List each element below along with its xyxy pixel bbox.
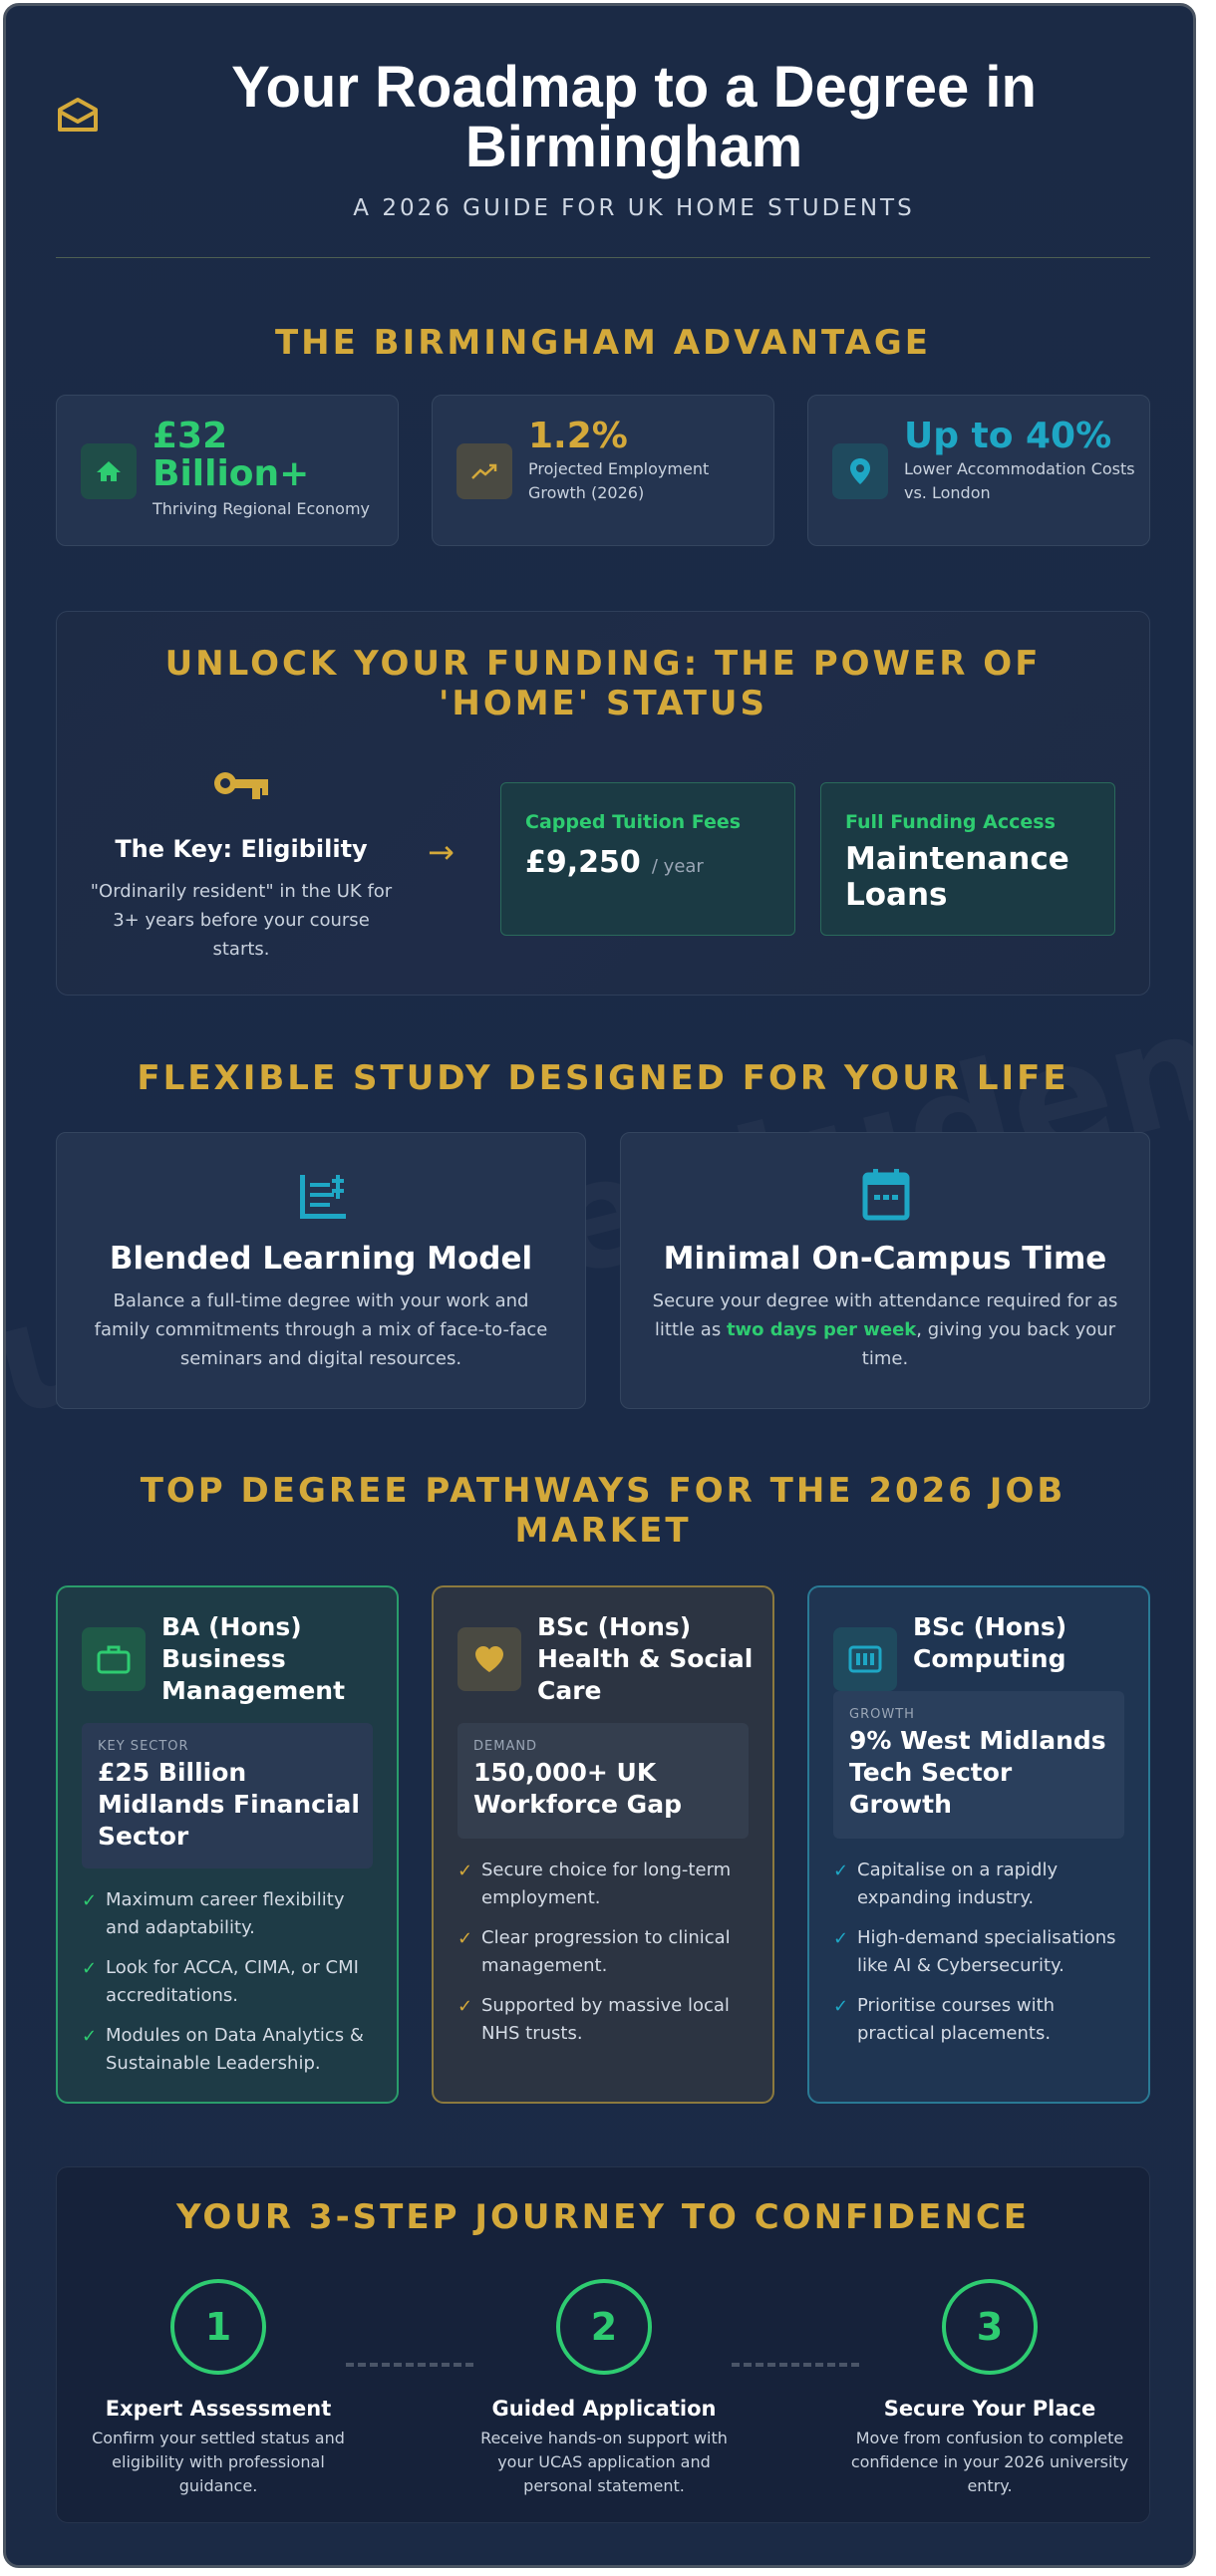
check-icon: ✓	[82, 2026, 98, 2047]
list-item	[833, 1992, 1128, 2048]
list-item-text: Look for ACCA, CIMA, or CMI accreditations.	[106, 1957, 359, 2006]
flexible-title: FLEXIBLE STUDY DESIGNED FOR YOUR LIFE	[137, 1058, 1069, 1098]
calendar-icon	[862, 1167, 910, 1221]
fees-amount	[525, 845, 704, 880]
fees-label: Capped Tuition Fees	[525, 811, 742, 833]
list-item-text: Capitalise on a rapidly expanding industry.	[857, 1860, 1059, 1908]
list-item	[457, 1857, 753, 1912]
trending-up-icon	[456, 443, 512, 499]
degree-card-health	[432, 1585, 774, 2104]
list-item	[457, 1924, 753, 1980]
page-title: Your Roadmap to a Degree in Birmingham	[231, 55, 1037, 179]
list-item-text: Secure choice for long-term employment.	[481, 1860, 732, 1908]
stat-card-economy	[56, 395, 399, 546]
campus-time-card	[620, 1132, 1150, 1409]
journey-title: YOUR 3-STEP JOURNEY TO CONFIDENCE	[175, 2197, 1031, 2237]
arrow-right-icon: →	[428, 833, 455, 871]
benefit-list	[457, 1857, 753, 2060]
step-desc: Move from confusion to complete confidence in your 2026 university entry.	[850, 2429, 1129, 2495]
feature-desc-highlight: two days per week	[726, 1319, 917, 1340]
list-item	[82, 1954, 377, 2010]
pathways-title: TOP DEGREE PATHWAYS FOR THE 2026 JOB MARKET	[140, 1471, 1066, 1551]
benefit-list	[833, 1857, 1128, 2060]
degree-name: BSc (Hons) Health & Social Care	[537, 1612, 754, 1705]
fees-value: £9,250	[525, 845, 641, 880]
stat-label: Projected Employment Growth (2026)	[528, 459, 710, 502]
sector-label: DEMAND	[473, 1739, 538, 1754]
stat-card-employment	[432, 395, 774, 546]
list-item	[833, 1857, 1128, 1912]
loans-value: Maintenance Loans	[845, 841, 1069, 913]
briefcase-icon	[82, 1627, 146, 1691]
sector-label: GROWTH	[849, 1707, 915, 1722]
list-item	[82, 2022, 377, 2078]
feature-desc-end: , giving you back your time.	[861, 1319, 1116, 1369]
infographic-frame	[3, 3, 1196, 2568]
degree-name: BA (Hons) Business Management	[161, 1612, 346, 1705]
step-desc: Receive hands-on support with your UCAS application and personal statement.	[480, 2429, 728, 2495]
step-number-3: 3	[942, 2279, 1038, 2375]
funding-title: UNLOCK YOUR FUNDING: THE POWER OF 'HOME' STATUS	[164, 644, 1042, 723]
step-title: Expert Assessment	[105, 2397, 332, 2421]
key-icon	[212, 769, 270, 801]
step-number-1: 1	[170, 2279, 266, 2375]
stat-card-accommodation	[807, 395, 1150, 546]
list-item-text: Supported by massive local NHS trusts.	[481, 1995, 730, 2044]
stat-value: 1.2%	[528, 416, 628, 456]
list-item	[457, 1992, 753, 2048]
sector-label: KEY SECTOR	[98, 1739, 189, 1754]
eligibility-title: The Key: Eligibility	[115, 835, 368, 863]
home-icon	[81, 443, 137, 499]
check-icon: ✓	[833, 1928, 849, 1949]
feature-title: Blended Learning Model	[109, 1241, 533, 1277]
location-pin-icon	[832, 443, 888, 499]
list-item-text: Modules on Data Analytics & Sustainable Leadership.	[106, 2025, 364, 2074]
funding-access-box	[820, 782, 1115, 936]
advantage-title: THE BIRMINGHAM ADVANTAGE	[274, 323, 932, 363]
benefit-list	[82, 1886, 377, 2090]
chip-icon	[833, 1627, 897, 1691]
feature-desc: Balance a full-time degree with your work and family commitments through a mix of face-to-face seminars and digital resources.	[94, 1290, 548, 1369]
check-icon: ✓	[82, 1958, 98, 1979]
stat-label: Thriving Regional Economy	[152, 499, 371, 518]
envelope-logo-icon	[56, 96, 100, 136]
stat-label: Lower Accommodation Costs vs. London	[904, 459, 1135, 502]
step-title: Secure Your Place	[883, 2397, 1096, 2421]
header-divider	[56, 257, 1150, 258]
sector-value: £25 Billion Midlands Financial Sector	[98, 1758, 361, 1851]
check-icon: ✓	[457, 1996, 473, 2017]
sector-box	[833, 1691, 1124, 1839]
feature-desc	[651, 1287, 1119, 1373]
stat-value: £32 Billion+	[152, 416, 310, 494]
sector-value: 150,000+ UK Workforce Gap	[473, 1758, 682, 1819]
degree-name: BSc (Hons) Computing	[913, 1612, 1067, 1673]
check-icon: ✓	[457, 1860, 473, 1881]
sector-box	[82, 1723, 373, 1868]
funding-panel	[56, 611, 1150, 996]
eligibility-desc: "Ordinarily resident" in the UK for 3+ years before your course starts.	[90, 881, 393, 960]
step-number-2: 2	[556, 2279, 652, 2375]
check-icon: ✓	[833, 1860, 849, 1881]
list-item-text: Clear progression to clinical management.	[481, 1927, 731, 1976]
page-subtitle: A 2026 GUIDE FOR UK HOME STUDENTS	[353, 195, 915, 221]
list-item	[833, 1924, 1128, 1980]
blended-learning-card	[56, 1132, 586, 1409]
list-item-text: Prioritise courses with practical placements.	[857, 1995, 1056, 2044]
stat-value: Up to 40%	[904, 416, 1112, 456]
check-icon: ✓	[833, 1996, 849, 2017]
feature-title: Minimal On-Campus Time	[663, 1241, 1107, 1277]
list-item-text: High-demand specialisations like AI & Cybersecurity.	[857, 1927, 1116, 1976]
step-title: Guided Application	[491, 2397, 717, 2421]
heart-icon	[457, 1627, 521, 1691]
sector-box	[457, 1723, 749, 1839]
step-desc: Confirm your settled status and eligibility with professional guidance.	[92, 2429, 345, 2495]
step-connector	[732, 2363, 859, 2367]
sector-value: 9% West Midlands Tech Sector Growth	[849, 1726, 1106, 1819]
feature-desc-start: Secure your degree with attendance required for as little as	[652, 1290, 1118, 1340]
loans-label: Full Funding Access	[845, 811, 1056, 833]
degree-card-computing	[807, 1585, 1150, 2104]
tuition-fees-box	[500, 782, 795, 936]
document-add-icon	[298, 1173, 350, 1221]
step-connector	[346, 2363, 473, 2367]
degree-card-business	[56, 1585, 399, 2104]
list-item-text: Maximum career flexibility and adaptability.	[106, 1889, 345, 1938]
check-icon: ✓	[82, 1890, 98, 1911]
check-icon: ✓	[457, 1928, 473, 1949]
list-item	[82, 1886, 377, 1942]
journey-panel	[56, 2166, 1150, 2523]
fees-unit: / year	[651, 856, 704, 877]
